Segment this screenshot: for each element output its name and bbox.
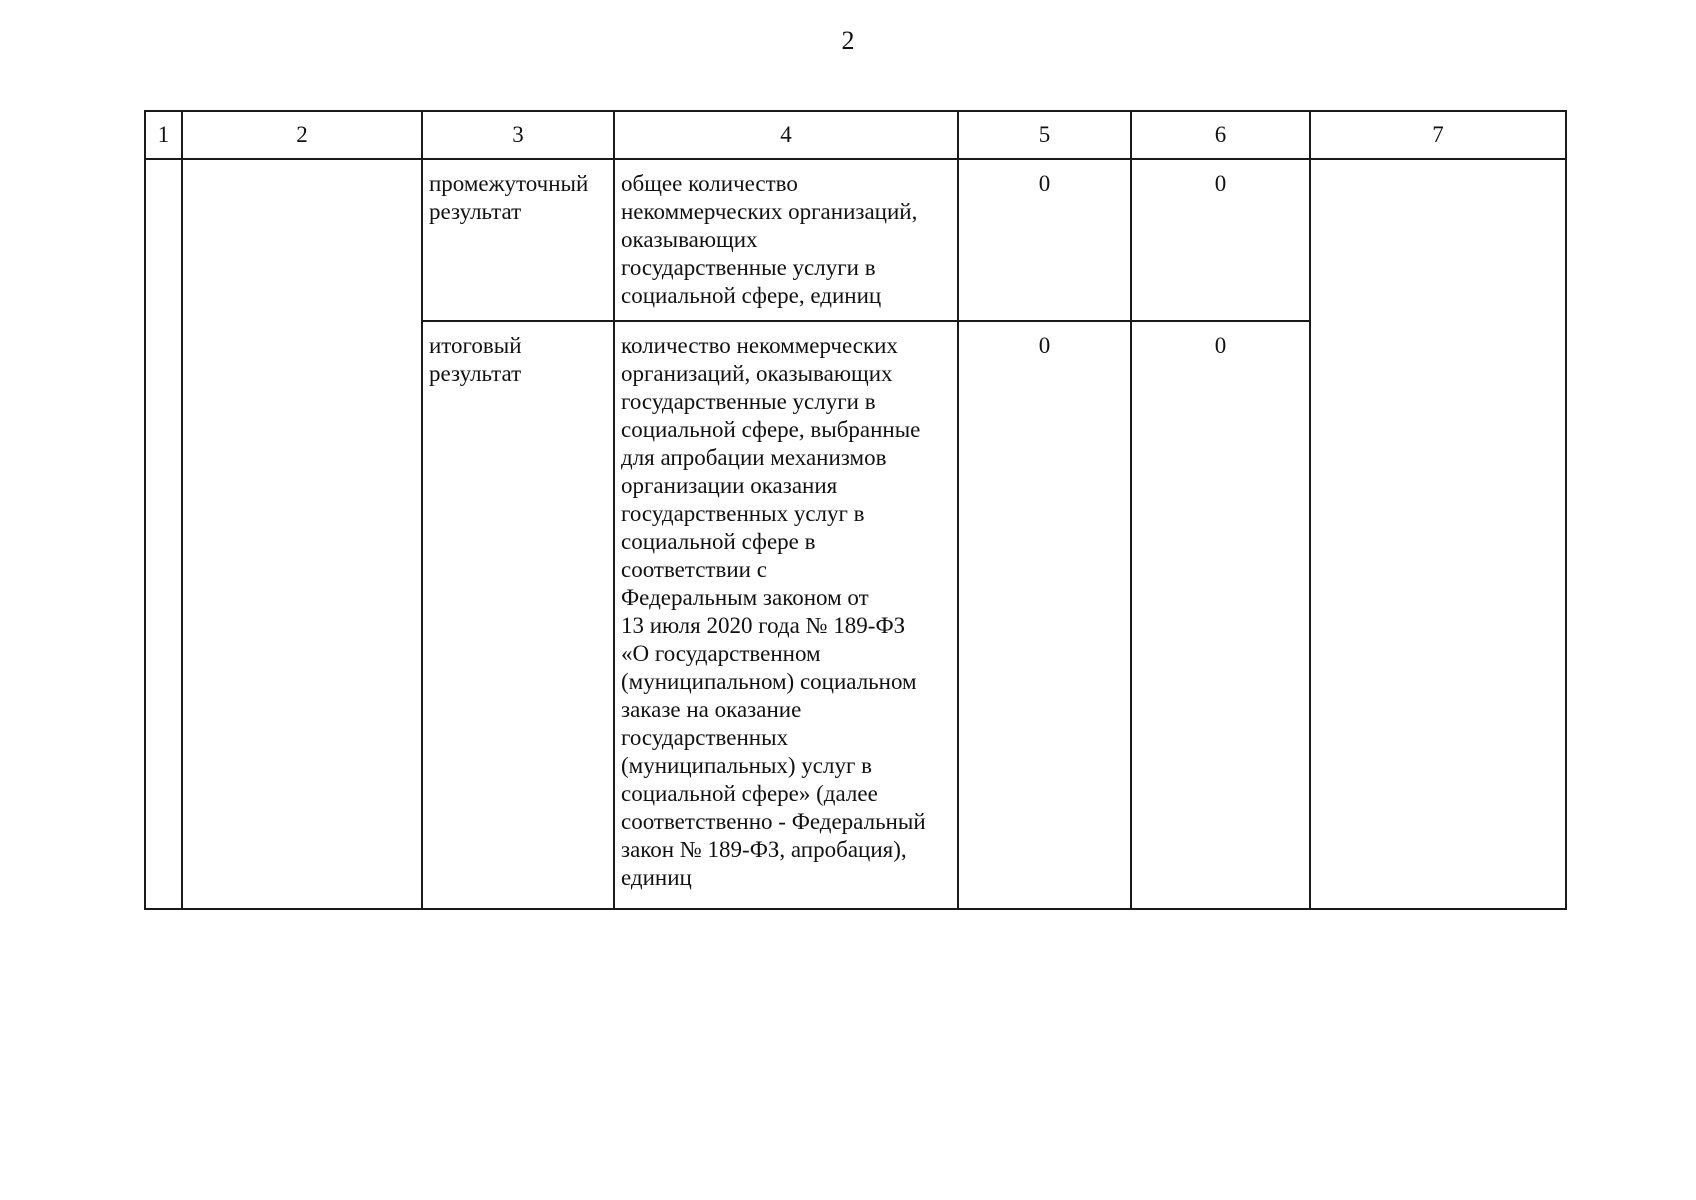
header-row (145, 111, 1566, 159)
value-col-5: 0 (958, 321, 1131, 909)
column-header-1: 1 (145, 111, 182, 159)
page-number: 2 (841, 26, 855, 55)
cell-col-1 (145, 159, 182, 909)
cell-col-2 (182, 159, 422, 909)
value-col-5: 0 (958, 159, 1131, 321)
value-col-6: 0 (1131, 159, 1310, 321)
column-header-3: 3 (422, 111, 614, 159)
indicator-text: количество некоммерческих организаций, оказывающих государственные услуги в социальной сфере, выбранные для апробации механизмов организации оказания государственных услуг в социальной сфере в соответствии с Федеральным законом от 13 июля 2020 года № 189-ФЗ «О государственном (муниципальном) социальном заказе на оказание государственных (муниципальных) услуг в социальной сфере» (далее соответственно - Федеральный закон № 189-ФЗ, апробация), единиц (621, 333, 926, 890)
results-table (144, 110, 1567, 910)
column-header-7: 7 (1310, 111, 1566, 159)
indicator-cell (614, 159, 958, 321)
result-type-cell (422, 321, 614, 909)
result-type-cell (422, 159, 614, 321)
column-header-5: 5 (958, 111, 1131, 159)
table-row (145, 159, 1566, 321)
column-header-6: 6 (1131, 111, 1310, 159)
result-type-label: итоговый результат (429, 333, 522, 386)
column-header-2: 2 (182, 111, 422, 159)
column-header-4: 4 (614, 111, 958, 159)
indicator-text: общее количество некоммерческих организаций, оказывающих государственные услуги в социальной сфере, единиц (621, 171, 918, 308)
cell-col-7 (1310, 159, 1566, 909)
value-col-6: 0 (1131, 321, 1310, 909)
result-type-label: промежуточный результат (429, 171, 589, 224)
indicator-cell (614, 321, 958, 909)
